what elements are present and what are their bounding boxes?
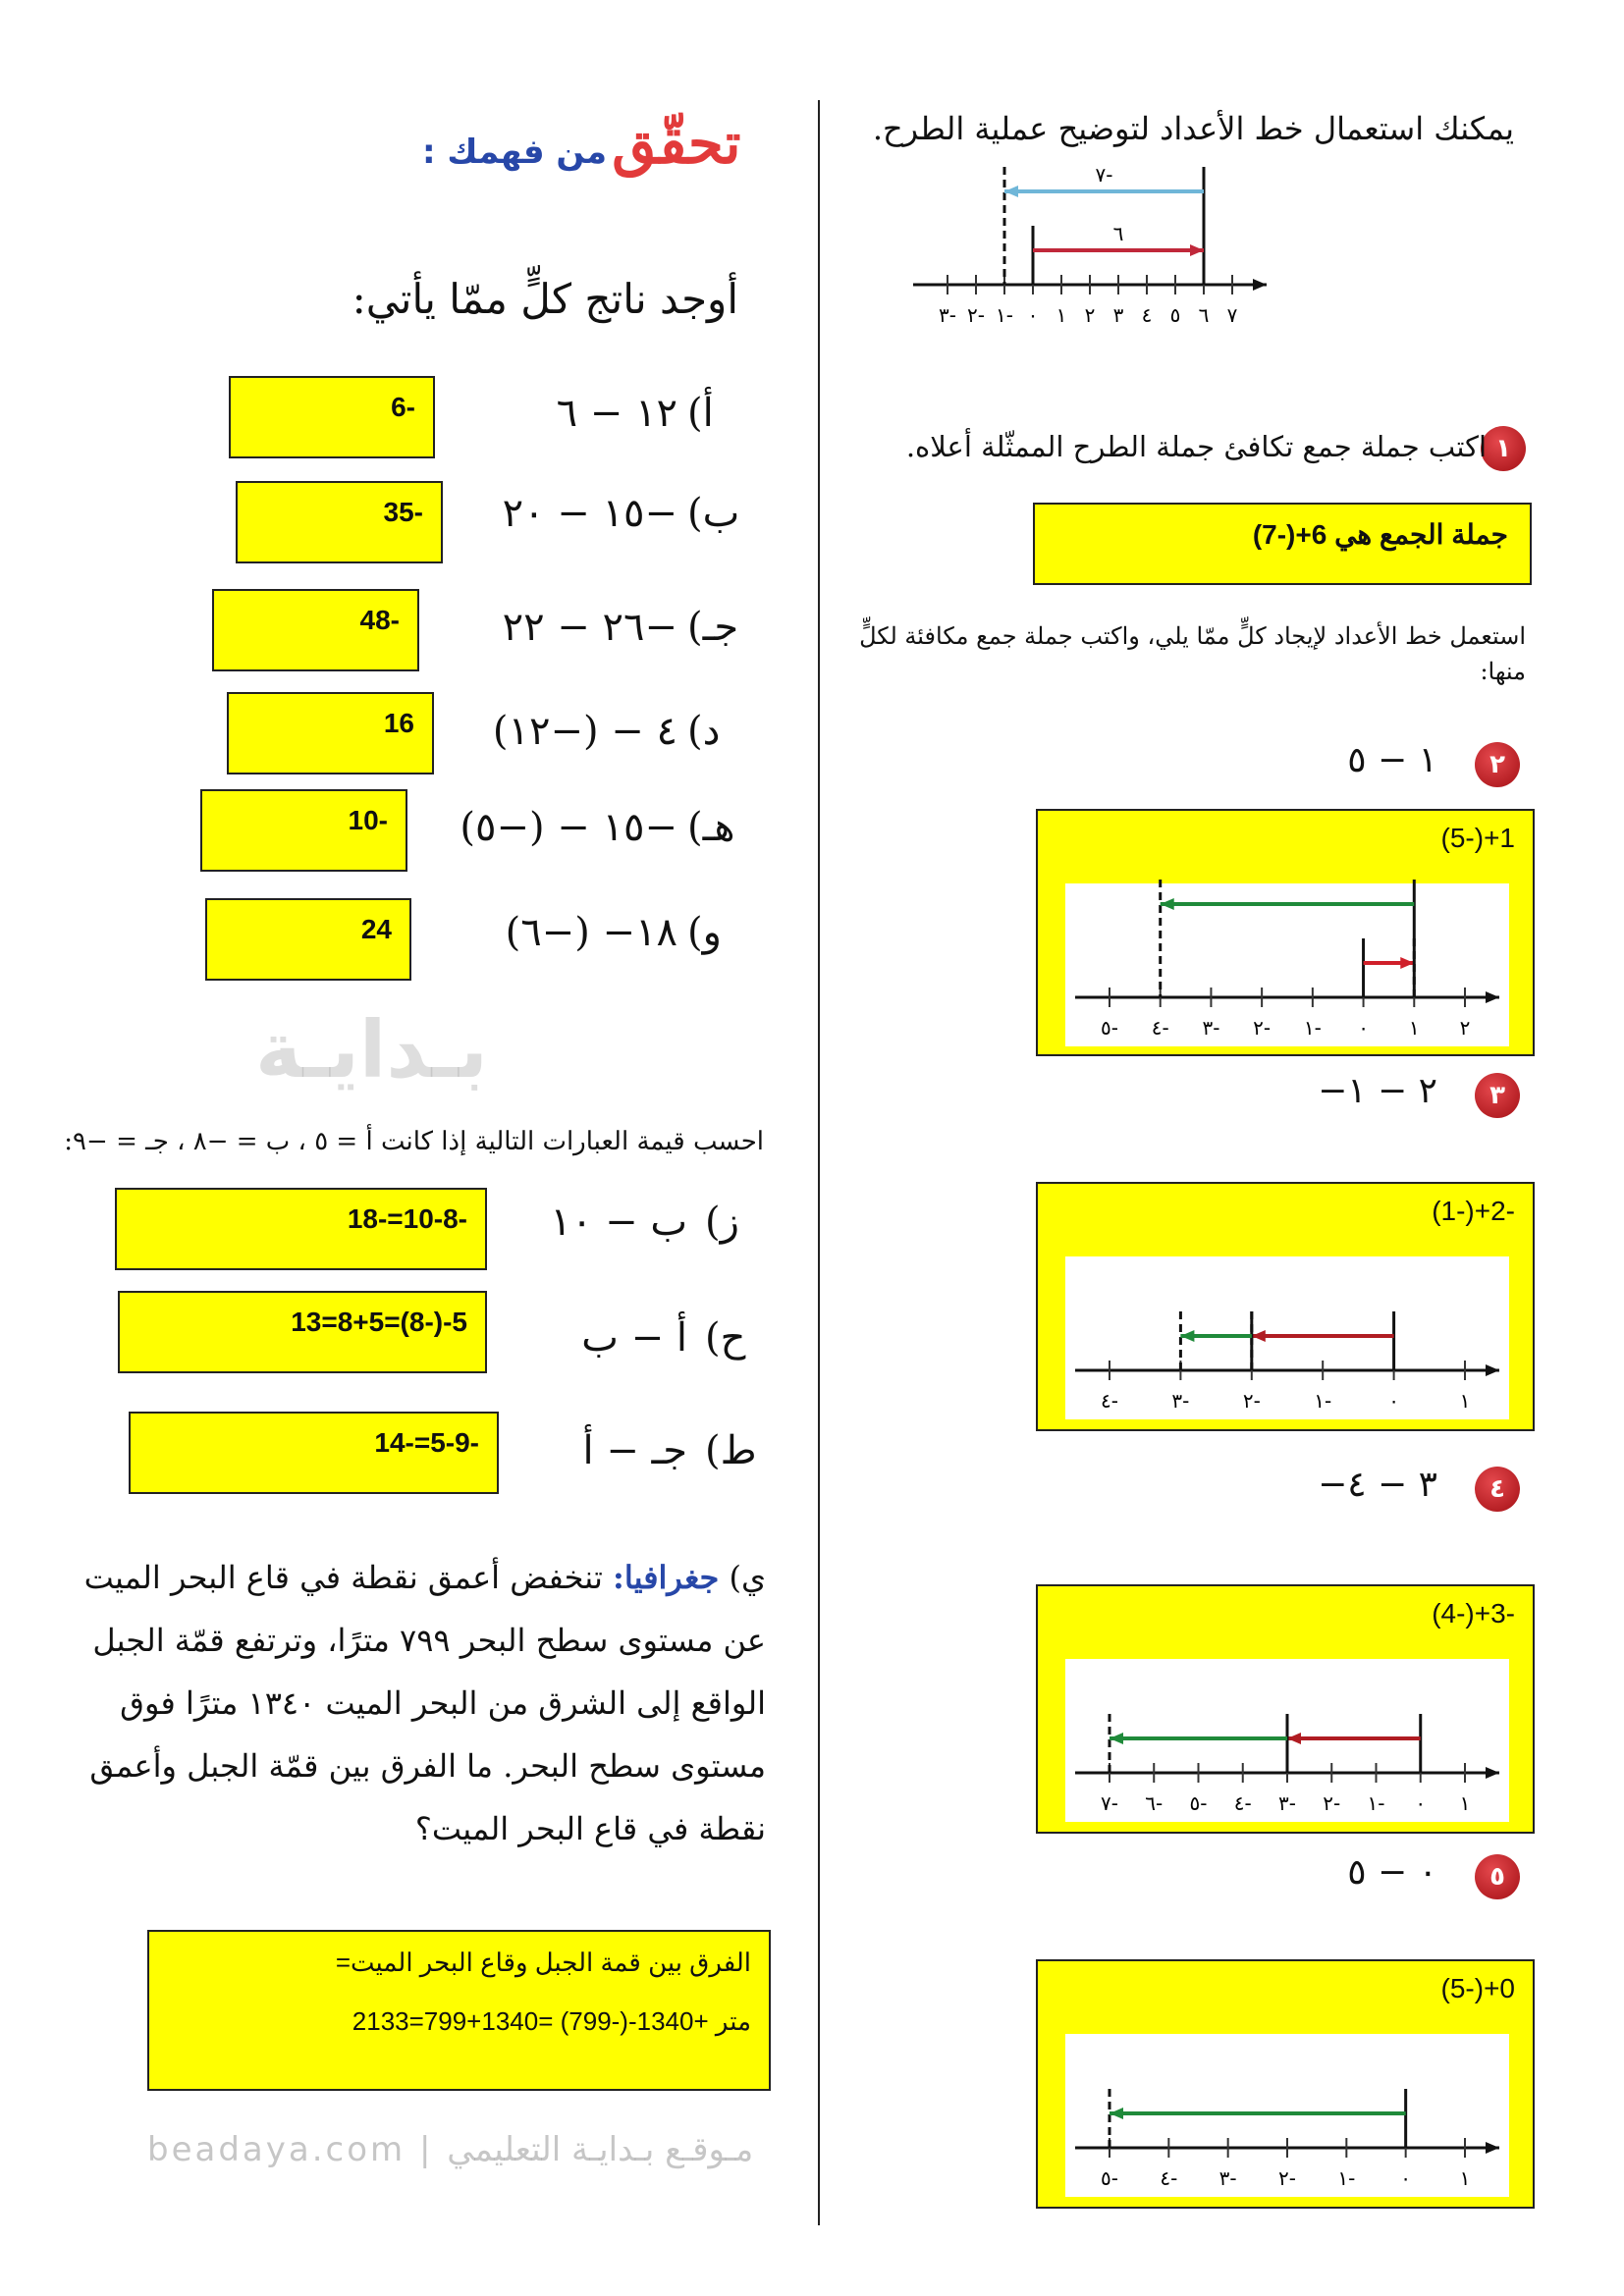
tick-label: ١- <box>1314 1389 1332 1413</box>
tick-label: ٥ <box>1169 303 1181 327</box>
question-badge-1: ١ <box>1481 426 1526 471</box>
question-badge-3: ٣ <box>1475 1073 1520 1118</box>
tick-label: ٦ <box>1198 303 1210 327</box>
question-badge-2: ٢ <box>1475 742 1520 787</box>
answer-value: 35- <box>383 497 423 527</box>
geo-tag: جغرافيا: <box>613 1559 720 1596</box>
tick-label: ١ <box>1459 1389 1471 1413</box>
answer-box[interactable] <box>236 481 443 563</box>
tick-label: ٤ <box>1141 303 1153 327</box>
jump-label: ٦ <box>1112 222 1124 245</box>
tick-label: ٣- <box>939 303 956 327</box>
arrowhead-icon <box>1110 2108 1123 2119</box>
title-understanding: من فهمك : <box>422 133 608 172</box>
tick-label: ١ <box>1408 1016 1420 1040</box>
tick-label: ٠ <box>1400 2166 1412 2190</box>
item-label: جـ) <box>687 605 739 650</box>
tick-label: ٤- <box>1101 1389 1118 1413</box>
answer-value: 10- <box>348 805 388 835</box>
tick-label: ٣- <box>1278 1791 1296 1815</box>
item-expression: ١٥ − ٢٠− <box>502 491 677 536</box>
tick-label: ١- <box>1367 1791 1385 1815</box>
answer-box[interactable] <box>1036 1584 1535 1834</box>
tick-label: ٣- <box>1218 2166 1237 2190</box>
eval-label: ز) <box>705 1200 739 1245</box>
answer-box[interactable] <box>205 898 411 981</box>
question-expression: −٢ − ١ <box>1318 1071 1437 1111</box>
item-expression: (٦−) −١٨ <box>505 910 677 955</box>
number-line-panel <box>1065 1659 1509 1822</box>
item-label: هـ) <box>687 805 735 850</box>
question-expression: ٠ − ٥ <box>1347 1852 1437 1893</box>
axis-arrow-icon <box>1486 991 1499 1003</box>
tick-label: ٥- <box>1101 2166 1118 2190</box>
tick-label: ٢- <box>1278 2166 1296 2190</box>
answer-value: 13=8+5=(8-)-5 <box>291 1307 467 1337</box>
item-expression: (١٢−) − ٤ <box>492 709 677 754</box>
tick-label: ٠ <box>1027 303 1039 327</box>
item-expression: ٢٦ − ٢٢− <box>502 605 677 650</box>
arrowhead-icon <box>1180 1330 1194 1342</box>
geo-text: تنخفض أعمق نقطة في قاع البحر الميت عن مستوى سطح البحر ٧٩٩ مترًا، وترتفع قمّة الجبل الواقع إلى الشرق من البحر الميت ١٣٤٠ مترًا فوق مستوى سطح البحر. ما الفرق بين قمّة الجبل وأعمق نقطة في قاع البحر الميت؟ <box>83 1559 766 1847</box>
watermark-logo: بـدايـة <box>255 1004 488 1095</box>
jump-label: ٧- <box>1095 163 1113 187</box>
addition-sentence: (5-)+0 <box>1440 1973 1515 2003</box>
watermark-site: beadaya.com | مـوقـع بـدايـة التعليمي <box>147 2130 754 2169</box>
title-check: تحقّق <box>612 110 741 177</box>
geo-answer-line2: 2133=799+1340= (799-)-1340+ متر <box>352 2006 751 2036</box>
tick-label: ٧- <box>1101 1791 1118 1815</box>
tick-label: ٣- <box>1202 1016 1220 1040</box>
answer-value: 6- <box>391 392 415 422</box>
tick-label: ٥- <box>1101 1016 1118 1040</box>
arrowhead-icon <box>1110 1733 1123 1744</box>
answer-box[interactable] <box>1036 809 1535 1056</box>
item-label: أ) <box>687 391 714 436</box>
answer-value: 24 <box>360 914 392 944</box>
arrowhead-icon <box>1190 244 1204 256</box>
tick-label: ٢- <box>1253 1016 1272 1040</box>
answer-value: 14-=5-9- <box>374 1427 479 1458</box>
column-divider <box>818 100 820 2225</box>
eval-label: ح) <box>705 1315 746 1361</box>
check-understanding-title <box>422 110 740 177</box>
answer-box[interactable] <box>115 1188 487 1270</box>
eval-expression: جـ − أ <box>582 1428 687 1473</box>
eval-expression: أ − ب <box>581 1315 687 1361</box>
arrowhead-icon <box>1004 186 1018 197</box>
question-expression: −٣ − ٤ <box>1318 1465 1437 1505</box>
answer-box[interactable] <box>129 1412 499 1494</box>
arrowhead-icon <box>1161 898 1174 910</box>
axis-arrow-icon <box>1486 1767 1499 1779</box>
evaluate-instruction: احسب قيمة العبارات التالية إذا كانت أ = ٥ ، ب = −٨ ، جـ = −٩: <box>64 1127 764 1156</box>
answer-box[interactable] <box>229 376 435 458</box>
number-line-panel <box>1065 1256 1509 1419</box>
axis-arrow-icon <box>1486 1364 1499 1376</box>
number-line-panel <box>1065 883 1509 1046</box>
arrowhead-icon <box>1287 1733 1301 1744</box>
question-badge-5: ٥ <box>1475 1854 1520 1899</box>
tick-label: ٢- <box>967 303 985 327</box>
tick-label: ٣- <box>1171 1389 1190 1413</box>
answer-box[interactable] <box>200 789 407 872</box>
tick-label: ١ <box>1459 2166 1471 2190</box>
arrowhead-icon <box>1400 957 1414 969</box>
geo-answer-line1: الفرق بين قمة الجبل وقاع البحر الميت= <box>335 1948 751 1977</box>
geography-problem <box>79 1546 766 1860</box>
eval-label: ط) <box>705 1428 757 1473</box>
geo-answer-box[interactable] <box>147 1930 771 2091</box>
addition-sentence: (1-)+2- <box>1432 1196 1515 1226</box>
tick-label: ٤- <box>1151 1016 1169 1040</box>
number-line <box>1065 1659 1509 1822</box>
number-line-instruction: استعمل خط الأعداد لإيجاد كلٍّ ممّا يلي، واكتب جملة جمع مكافئة لكلٍّ منها: <box>859 622 1526 685</box>
answer-box[interactable] <box>118 1291 487 1373</box>
number-line-panel <box>1065 2034 1509 2197</box>
q1-answer: جملة الجمع هي 6+(-7) <box>1252 519 1508 550</box>
answer-box[interactable] <box>212 589 419 671</box>
tick-label: ٤- <box>1160 2166 1178 2190</box>
tick-label: ١- <box>1303 1016 1322 1040</box>
tick-label: ٤- <box>1233 1791 1252 1815</box>
tick-label: ٢- <box>1323 1791 1341 1815</box>
tick-label: ٠ <box>1415 1791 1427 1815</box>
item-label: و) <box>687 910 722 955</box>
tick-label: ١ <box>1056 303 1067 327</box>
tick-label: ١- <box>996 303 1013 327</box>
eval-expression: ب − ١٠ <box>550 1200 687 1245</box>
q1-answer-box[interactable] <box>1033 503 1532 585</box>
number-line <box>1065 1256 1509 1419</box>
answer-box[interactable] <box>1036 1182 1535 1431</box>
tick-label: ٦- <box>1145 1791 1164 1815</box>
arrowhead-icon <box>1252 1330 1266 1342</box>
axis-arrow-icon <box>1486 2142 1499 2154</box>
number-line <box>1065 2034 1509 2197</box>
find-result-heading: أوجد ناتج كلٍّ ممّا يأتي: <box>352 275 738 323</box>
geo-label: ي) <box>729 1559 766 1596</box>
q1-text: اكتب جملة جمع تكافئ جملة الطرح الممثّلة أعلاه. <box>905 430 1487 463</box>
tick-label: ٢ <box>1459 1016 1471 1040</box>
answer-box[interactable] <box>227 692 434 774</box>
tick-label: ٣ <box>1112 303 1124 327</box>
intro-text: يمكنك استعمال خط الأعداد لتوضيح عملية الطرح. <box>872 110 1514 147</box>
item-label: ب) <box>687 491 740 536</box>
question-badge-4: ٤ <box>1475 1467 1520 1512</box>
tick-label: ١- <box>1337 2166 1356 2190</box>
tick-label: ١ <box>1459 1791 1471 1815</box>
addition-sentence: (4-)+3- <box>1432 1598 1515 1629</box>
tick-label: ٢- <box>1242 1389 1261 1413</box>
tick-label: ٢ <box>1084 303 1096 327</box>
tick-label: ٠ <box>1358 1016 1369 1040</box>
addition-sentence: (5-)+1 <box>1440 823 1515 853</box>
axis-arrow-icon <box>1253 279 1267 291</box>
number-line <box>1065 883 1509 1046</box>
item-expression: ١٢ − ٦ <box>556 391 677 436</box>
tick-label: ٧ <box>1226 303 1238 327</box>
answer-box[interactable] <box>1036 1959 1535 2209</box>
answer-value: 48- <box>359 605 400 635</box>
answer-value: 18-=10-8- <box>347 1203 467 1234</box>
item-label: د) <box>687 709 721 754</box>
tick-label: ٥- <box>1189 1791 1208 1815</box>
item-expression: (٥−) − ١٥− <box>460 805 677 850</box>
tick-label: ٠ <box>1388 1389 1399 1413</box>
answer-value: 16 <box>383 708 414 738</box>
question-expression: ١ − ٥ <box>1347 740 1437 780</box>
intro-number-line <box>903 163 1276 334</box>
